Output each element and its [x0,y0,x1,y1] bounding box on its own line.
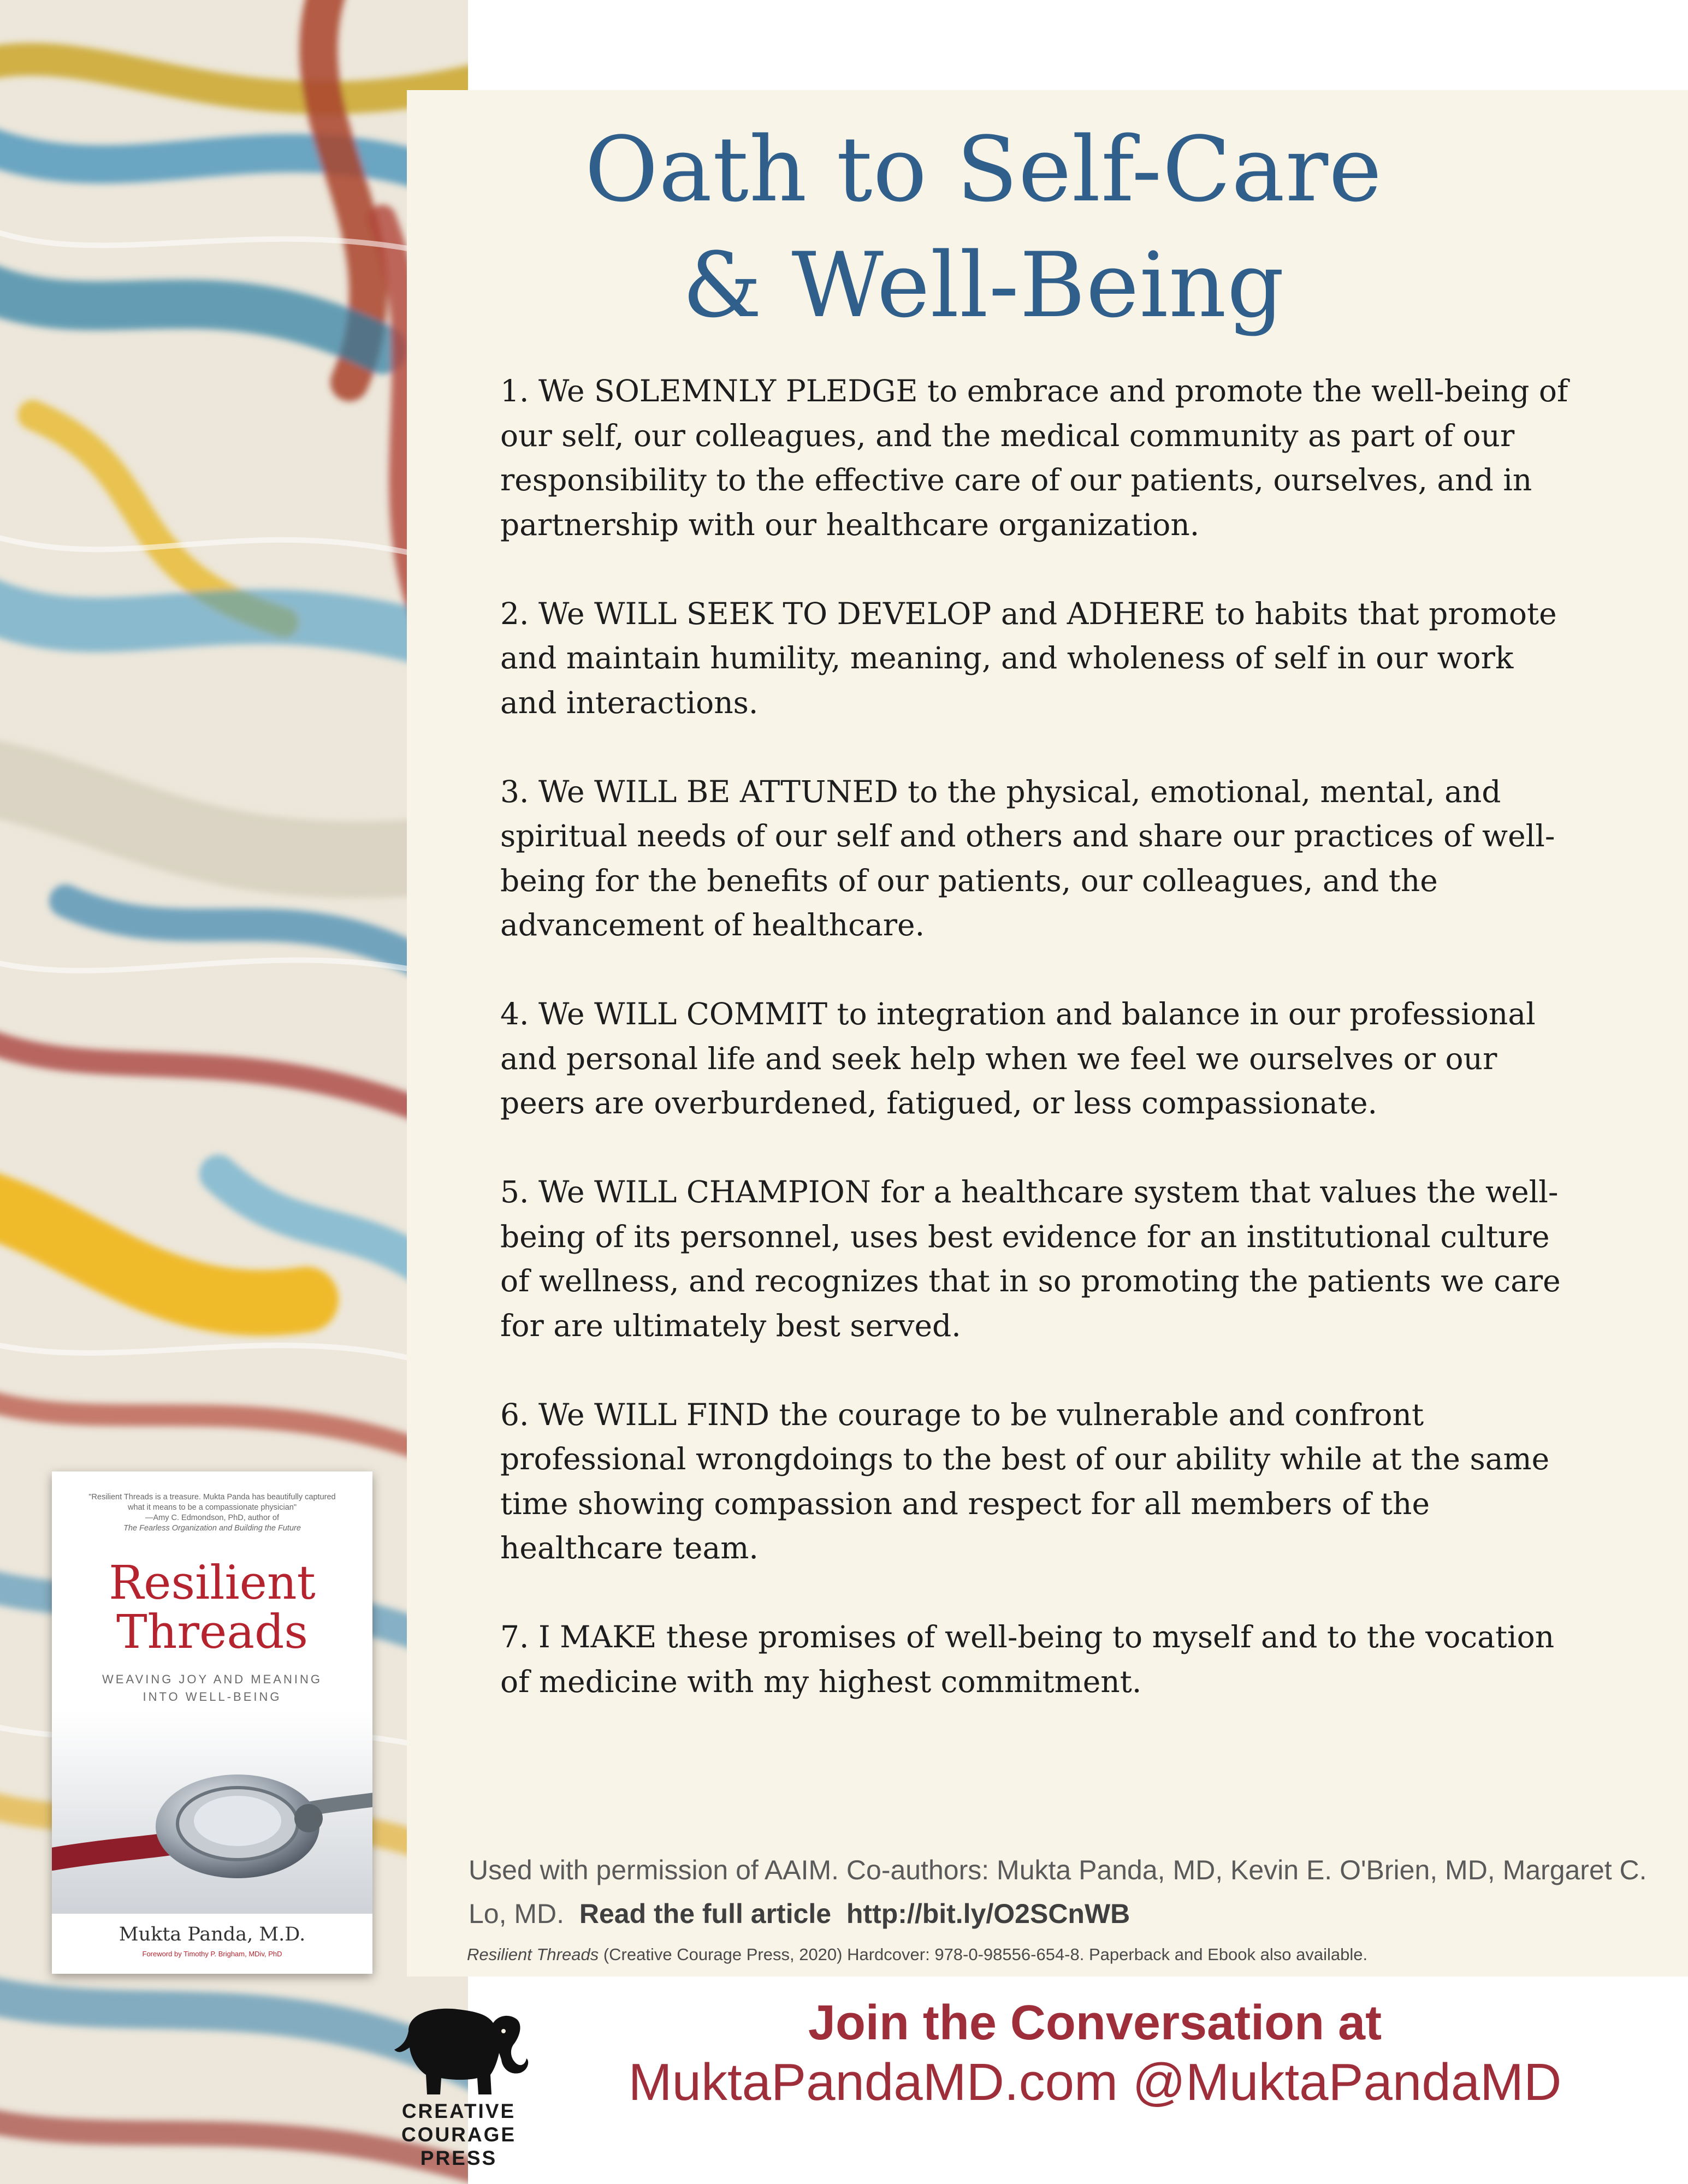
title-line-1: Oath to Self-Care [584,117,1383,222]
publisher-logo [377,1993,541,2173]
elephant-icon [387,1993,531,2097]
book-cover [52,1471,372,1974]
stethoscope-icon [52,1712,372,1914]
citation-details: (Creative Courage Press, 2020) Hardcover: 978-0-98556-654-8. Paperback and Ebook also available. [603,1945,1368,1964]
book-subtitle-line: INTO WELL-BEING [143,1690,282,1704]
read-article-label: Read the full article [579,1898,832,1929]
book-title [52,1556,372,1659]
pledge-item-3: 3. We WILL BE ATTUNED to the physical, emotional, mental, and spiritual needs of our self and others and share our practices of well-being for the benefits of our patients, our colleagues, and the advancement of healthcare. [500,774,1555,942]
book-title-line: Resilient [109,1556,316,1610]
book-foreword: Foreword by Timothy P. Brigham, MDiv, PhD [142,1950,282,1958]
publisher-name-line: CREATIVE [401,2100,516,2122]
citation-book-title: Resilient Threads [467,1945,599,1964]
publisher-name-line: COURAGE [401,2123,517,2146]
page-title [407,112,1560,343]
book-citation [467,1944,1685,1966]
publisher-name-line: PRESS [420,2147,497,2169]
pledge-item-4: 4. We WILL COMMIT to integration and balance in our professional and personal life and seek help when we feel we ourselves or our peers are overburdened, fatigued, or less compassionate. [500,996,1536,1120]
book-subtitle [52,1671,372,1706]
article-link[interactable]: http://bit.ly/O2SCnWB [846,1898,1130,1929]
book-author: Mukta Panda, M.D. [119,1924,306,1945]
pledge-item-2: 2. We WILL SEEK TO DEVELOP and ADHERE to habits that promote and maintain humility, meaning, and wholeness of self in our work and interactions. [500,596,1557,720]
book-endorsement [74,1492,351,1534]
endorsement-line: —Amy C. Edmondson, PhD, author of [145,1514,279,1522]
book-title-line: Threads [116,1605,309,1659]
pledge-item-1: 1. We SOLEMNLY PLEDGE to embrace and promote the well-being of our self, our colleagues, and the medical community as part of our responsibility to the effective care of our patients, ourselves, and in partnership with our healthcare organization. [500,373,1568,542]
pledge-item-5: 5. We WILL CHAMPION for a healthcare system that values the well-being of its personnel, uses best evidence for an institutional culture of wellness, and recognizes that in so promoting the patients we care for are ultimately best served. [500,1174,1561,1343]
pledge-list [500,369,1571,1704]
endorsement-line: "Resilient Threads is a treasure. Mukta Panda has beautifully captured [88,1493,336,1502]
pledge-item-7: 7. I MAKE these promises of well-being to myself and to the vocation of medicine with my highest commitment. [500,1619,1555,1699]
endorsement-line: The Fearless Organization and Building the Future [123,1524,301,1533]
endorsement-line: what it means to be a compassionate physician" [127,1503,297,1512]
publisher-name [377,2099,541,2170]
title-line-2: & Well-Being [682,233,1285,337]
credit-text: Used with permission of AAIM. Co-authors: Mukta Panda, MD, Kevin E. O'Brien, MD, Margaret C. Lo, MD. [469,1855,1647,1929]
permission-credit [469,1848,1648,1936]
website-and-handle[interactable]: MuktaPandaMD.com @MuktaPandaMD [628,2053,1562,2111]
book-subtitle-line: WEAVING JOY AND MEANING [102,1672,322,1686]
pledge-item-6: 6. We WILL FIND the courage to be vulnerable and confront professional wrongdoings to the best of our ability while at the same time showing compassion and respect for all members of the healthcare team. [500,1397,1550,1565]
join-conversation-heading: Join the Conversation at [808,1996,1382,2050]
